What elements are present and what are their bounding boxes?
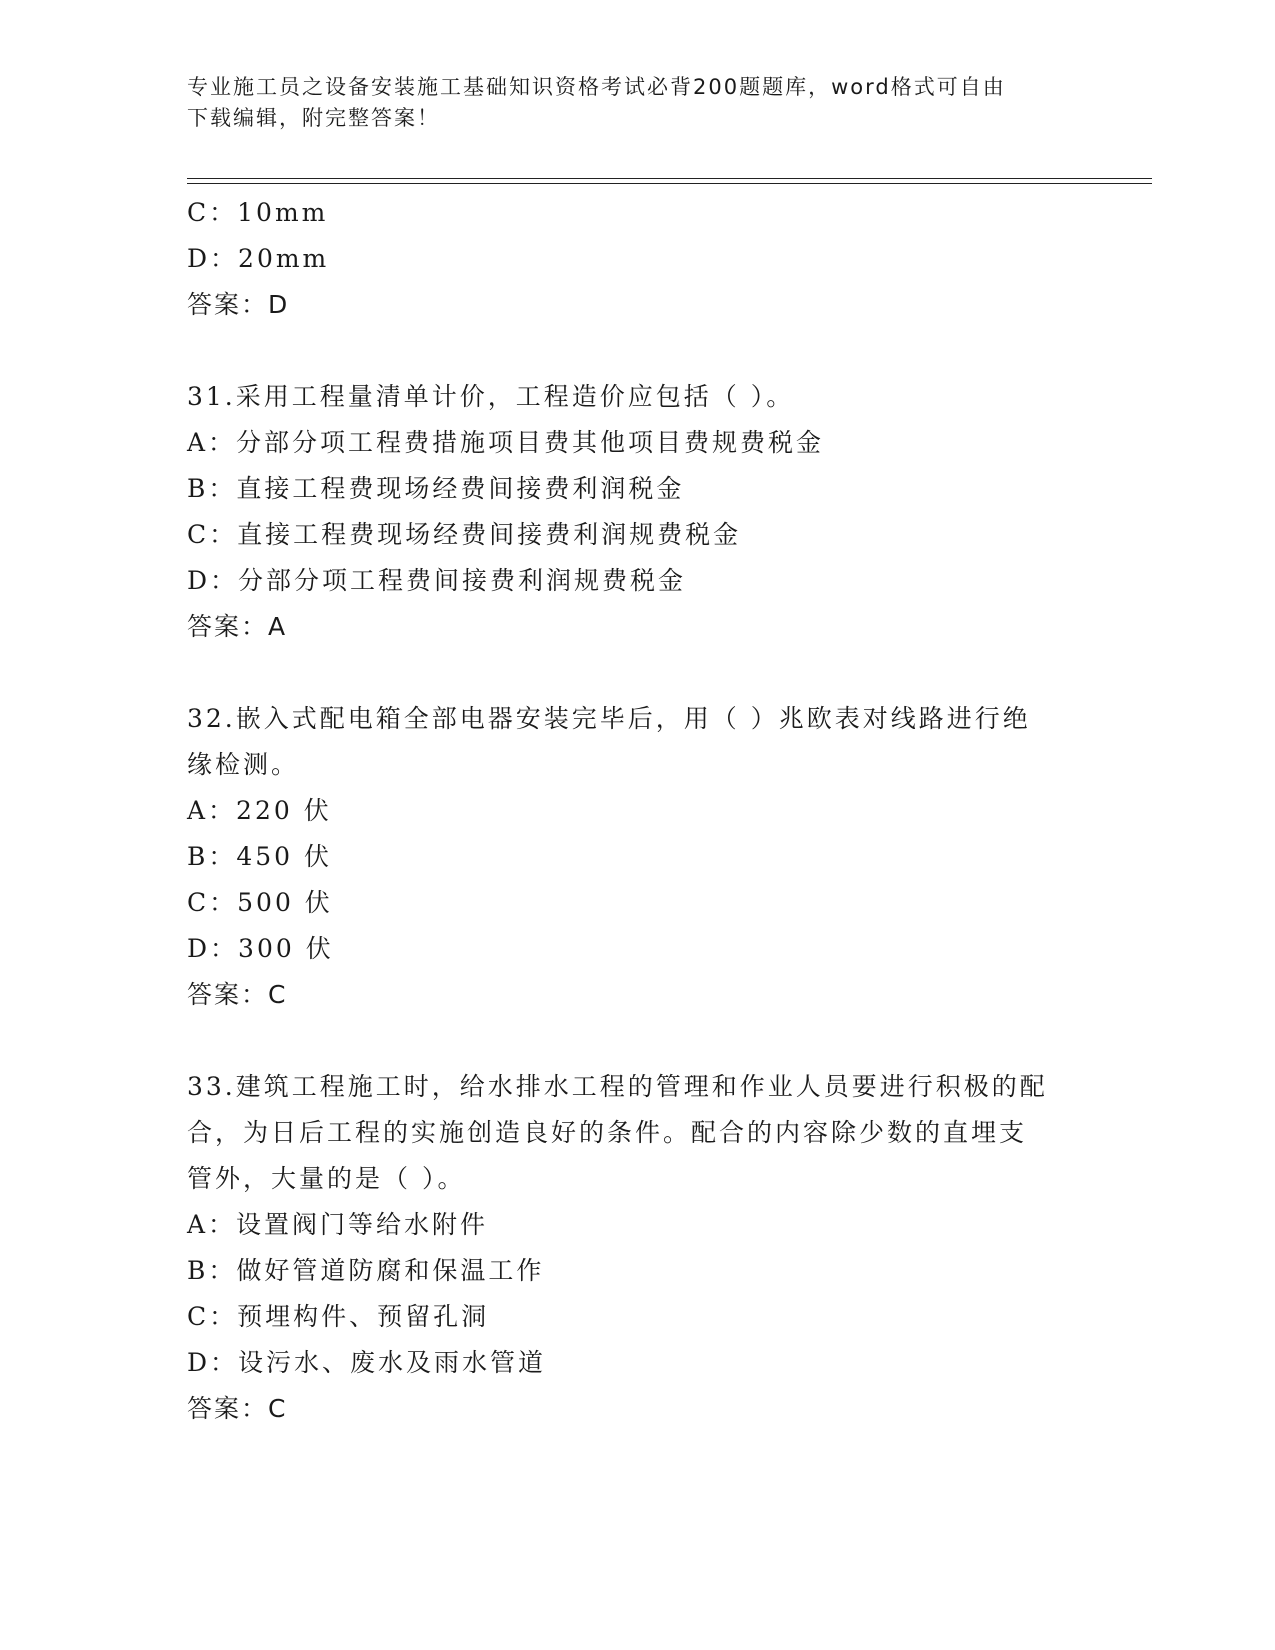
prev-question-block <box>187 190 1087 328</box>
option-d: D：20mm <box>187 244 330 273</box>
answer-line: 答案：A <box>187 612 288 641</box>
header-title-line-1: 专业施工员之设备安装施工基础知识资格考试必背200题题库，word格式可自由 <box>187 75 1006 99</box>
option-a: A：220 伏 <box>187 796 332 825</box>
question-block-32 <box>187 696 1087 1018</box>
option-d: D：300 伏 <box>187 934 334 963</box>
option-d: D：分部分项工程费间接费利润规费税金 <box>187 566 687 595</box>
option-b: B：450 伏 <box>187 842 333 871</box>
header-divider-top <box>187 178 1152 179</box>
question-text-line-3: 管外，大量的是（ ）。 <box>187 1164 466 1193</box>
option-b: B：做好管道防腐和保温工作 <box>187 1256 545 1285</box>
question-content <box>187 190 1087 1432</box>
option-b: B：直接工程费现场经费间接费利润税金 <box>187 474 685 503</box>
question-text-line-1: 33.建筑工程施工时，给水排水工程的管理和作业人员要进行积极的配 <box>187 1072 1048 1101</box>
spacer <box>187 328 1087 374</box>
question-block-33 <box>187 1064 1087 1432</box>
question-block-31 <box>187 374 1087 650</box>
option-c: C：直接工程费现场经费间接费利润规费税金 <box>187 520 742 549</box>
answer-line: 答案：D <box>187 290 290 319</box>
option-a: A：分部分项工程费措施项目费其他项目费规费税金 <box>187 428 825 457</box>
question-text-line-1: 32.嵌入式配电箱全部电器安装完毕后，用（ ）兆欧表对线路进行绝 <box>187 704 1031 733</box>
question-text: 31.采用工程量清单计价，工程造价应包括（ ）。 <box>187 382 795 411</box>
option-a: A：设置阀门等给水附件 <box>187 1210 489 1239</box>
spacer <box>187 650 1087 696</box>
option-d: D：设污水、废水及雨水管道 <box>187 1348 547 1377</box>
header-title-line-2: 下载编辑，附完整答案！ <box>187 106 440 130</box>
question-text-line-2: 合，为日后工程的实施创造良好的条件。配合的内容除少数的直埋支 <box>187 1118 1028 1147</box>
option-c: C：10mm <box>187 198 329 227</box>
option-c: C：预埋构件、预留孔洞 <box>187 1302 490 1331</box>
answer-line: 答案：C <box>187 1394 288 1423</box>
answer-line: 答案：C <box>187 980 288 1009</box>
header-divider-bottom <box>187 183 1152 184</box>
spacer <box>187 1018 1087 1064</box>
document-header <box>187 72 1067 134</box>
question-text-line-2: 缘检测。 <box>187 750 300 779</box>
option-c: C：500 伏 <box>187 888 333 917</box>
